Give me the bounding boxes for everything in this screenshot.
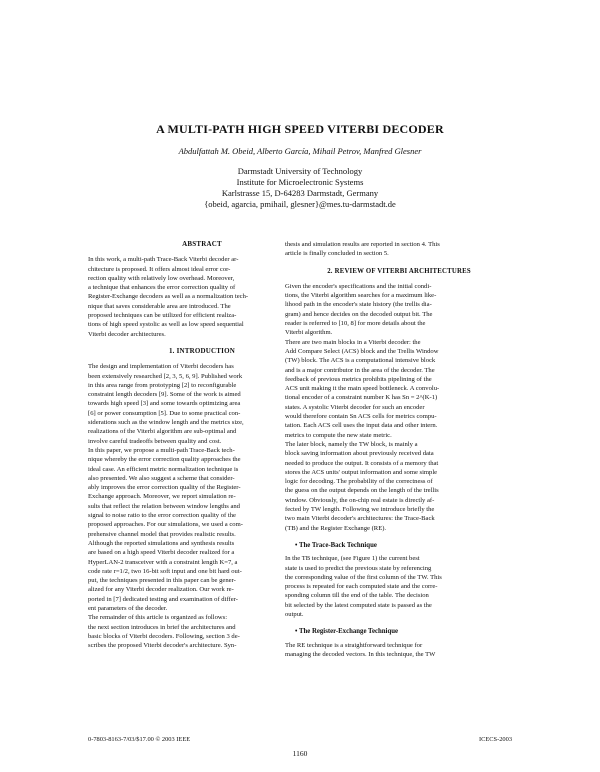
text-line: In the TB technique, (see Figure 1) the current best xyxy=(285,555,420,563)
text-line: The RE technique is a straightforward technique for xyxy=(285,641,423,649)
text-line: ideal case. An efficient metric normalization technique is xyxy=(88,465,239,473)
text-line: involve careful tradeoffs between quality and cost. xyxy=(88,437,222,445)
text-line: Viterbi decoder architectures. xyxy=(88,330,166,338)
review-body xyxy=(285,282,513,533)
text-line: (TW) block. The ACS is a computational intensive block xyxy=(285,357,436,365)
text-line: lihood path in the encoder's state history (the trellis dia- xyxy=(285,301,432,309)
paper-title: A MULTI-PATH HIGH SPEED VITERBI DECODER xyxy=(156,122,444,136)
introduction-body xyxy=(88,362,316,650)
left-column xyxy=(88,240,316,650)
text-line: constraint length decoders [9]. Some of the work is aimed xyxy=(88,391,241,399)
text-line: Add Compare Select (ACS) block and the Trellis Window xyxy=(285,347,439,355)
text-line: Although the reported simulations and synthesis results xyxy=(88,539,235,547)
text-line: tions of high speed systolic as well as low speed sequential xyxy=(88,321,244,329)
text-line: tation. Each ACS cell uses the input data and other intern. xyxy=(285,422,438,430)
text-line: would therefore contain Sn ACS cells for metrics compu- xyxy=(285,413,437,421)
text-line: gram) and hence decides on the decoded output bit. The xyxy=(285,310,433,318)
text-line: process is repeated for each computed state and the corre- xyxy=(285,583,438,591)
text-line: towards high speed [3] and some towards optimizing area xyxy=(88,400,241,408)
text-line: chitecture is proposed. It offers almost ideal error cor- xyxy=(88,265,231,273)
review-heading: 2. REVIEW OF VITERBI ARCHITECTURES xyxy=(327,267,471,275)
text-line: basic blocks of Viterbi decoders. Following, section 3 de- xyxy=(88,632,240,640)
text-line: sults that reflect the relation between window lengths and xyxy=(88,502,240,510)
text-line: (TB) and the Register Exchange (RE). xyxy=(285,524,387,532)
text-line: logic for decoding. The probability of the correctness of xyxy=(285,478,433,486)
text-line: proposed techniques can be utilized for efficient realiza- xyxy=(88,312,237,320)
abstract-heading: ABSTRACT xyxy=(182,240,222,248)
text-line: bit selected by the latest computed state is passed as the xyxy=(285,601,432,609)
affiliation-address: Karlstrasse 15, D-64283 Darmstadt, Germany xyxy=(221,188,379,198)
continued-text xyxy=(285,240,513,259)
register-exchange-heading: • The Register-Exchange Technique xyxy=(295,628,399,636)
paper-authors: Abdulfattah M. Obeid, Alberto García, Mihail Petrov, Manfred Glesner xyxy=(178,146,422,156)
text-line: siderations such as the window length and the metrics size, xyxy=(88,419,244,427)
affiliation-block xyxy=(0,166,600,210)
text-line: scribes the proposed Viterbi decoder's architecture. Syn- xyxy=(88,642,237,650)
text-line: ent parameters of the decoder. xyxy=(88,604,168,612)
text-line: two main Viterbi decoder's architectures: the Trace-Back xyxy=(285,515,435,523)
text-line: reader is referred to [10, 8] for more details about the xyxy=(285,320,426,328)
text-line: article is finally concluded in section 5. xyxy=(285,250,389,258)
text-line: put, the techniques presented in this paper can be gener- xyxy=(88,577,236,585)
trace-back-body xyxy=(285,554,513,619)
affiliation-institute: Institute for Microelectronic Systems xyxy=(236,177,364,187)
text-line: the guess on the output depends on the length of the trellis xyxy=(285,487,439,495)
text-line: tional encoder of a constraint number K has Sn = 2^(K-1) xyxy=(285,394,438,402)
copyright-notice: 0-7803-8163-7/03/$17.00 © 2003 IEEE xyxy=(88,736,191,743)
text-line: been extensively researched [2, 3, 5, 6, 9]. Published work xyxy=(88,372,243,380)
text-line: the next section introduces in brief the architectures and xyxy=(88,623,236,631)
text-line: proposed approaches. For our simulations, we used a com- xyxy=(88,521,243,529)
text-line: thesis and simulation results are reported in section 4. This xyxy=(285,241,440,248)
text-line: alized for any Viterbi decoder realization. Our work re- xyxy=(88,586,234,594)
text-line: stores the ACS units' output information and some simple xyxy=(285,468,438,476)
text-line: states. A systolic Viterbi decoder for such an encoder xyxy=(285,403,425,411)
text-line: and is a major contributor in the area of the decoder. The xyxy=(285,366,435,374)
text-line: managing the decoded vectors. In this technique, the TW xyxy=(285,650,436,658)
register-exchange-body xyxy=(285,641,513,660)
text-line: In this paper, we propose a multi-path Trace-Back tech- xyxy=(88,446,235,454)
page-number: 1160 xyxy=(292,749,308,758)
text-line: realizations of the Viterbi algorithm are sub-optimal and xyxy=(88,428,237,436)
right-column xyxy=(285,240,513,659)
abstract-body xyxy=(88,255,316,339)
text-line: HyperLAN-2 transceiver with a constraint length K=7, a xyxy=(88,558,238,566)
text-line: metrics to compute the new state metric. xyxy=(285,431,392,439)
text-line: are based on a high speed Viterbi decoder realized for a xyxy=(88,549,235,557)
text-line: rection quality with relatively low overhead. Moreover, xyxy=(88,274,235,282)
text-line: ported in [7] dedicated testing and examination of differ- xyxy=(88,595,238,603)
text-line: also presented. We also suggest a scheme that consider- xyxy=(88,474,235,482)
text-line: The design and implementation of Viterbi decoders has xyxy=(88,363,234,371)
text-line: The remainder of this article is organized as follows: xyxy=(88,614,228,622)
trace-back-heading: • The Trace-Back Technique xyxy=(295,541,377,549)
text-line: output. xyxy=(285,610,304,618)
text-line: state is used to predict the previous state by referencing xyxy=(285,564,432,572)
text-line: Given the encoder's specifications and the initial condi- xyxy=(285,282,432,290)
affiliation-email: {obeid, agarcia, pmihail, glesner}@mes.tu-darmstadt.de xyxy=(204,199,396,209)
text-line: tions, the Viterbi algorithm searches for a maximum like- xyxy=(285,292,437,300)
text-line: window. Obviously, the on-chip real estate is directly af- xyxy=(285,496,435,504)
text-line: fected by TW length. Following we introduce briefly the xyxy=(285,506,435,514)
text-line: [6] or power consumption [5]. Due to some practical con- xyxy=(88,409,241,417)
text-line: ACS unit making it the main speed bottleneck. A convolu- xyxy=(285,385,440,393)
text-line: The later block, namely the TW block, is mainly a xyxy=(285,440,418,448)
text-line: nique whereby the error correction quality approaches the xyxy=(88,456,241,464)
text-line: block saving information about previously received data xyxy=(285,450,434,458)
text-line: in this area range from prototyping [2] to reconfigurable xyxy=(88,381,237,389)
text-line: In this work, a multi-path Trace-Back Viterbi decoder ar- xyxy=(88,256,239,264)
text-line: sponding column till the end of the table. The decision xyxy=(285,592,429,600)
text-line: There are two main blocks in a Viterbi decoder: the xyxy=(285,338,421,346)
text-line: the corresponding value of the first column of the TW. This xyxy=(285,573,442,581)
text-line: needed to produce the output. It consists of a memory that xyxy=(285,459,439,467)
introduction-heading: 1. INTRODUCTION xyxy=(168,346,235,355)
text-line: Register-Exchange decoders as well as a normalization tech- xyxy=(88,293,249,301)
text-line: feedback of previous metrics prohibits pipelining of the xyxy=(285,375,432,383)
text-line: code rate r=1/2, two 16-bit soft input and one bit hard out- xyxy=(88,567,242,575)
text-line: Viterbi algorithm. xyxy=(285,329,333,337)
affiliation-university: Darmstadt University of Technology xyxy=(237,166,363,176)
text-line: nique that saves considerable area are introduced. The xyxy=(88,302,231,310)
text-line: ably improves the error correction quality of the Register- xyxy=(88,484,241,492)
conference-label: ICECS-2003 xyxy=(479,736,513,743)
text-line: a technique that enhances the error correction quality of xyxy=(88,284,236,292)
text-line: Exchange approach. Moreover, we report simulation re- xyxy=(88,493,236,501)
text-line: prehensive channel model that provides realistic results. xyxy=(88,530,236,538)
text-line: signal to noise ratio to the error correction quality of the xyxy=(88,512,236,520)
